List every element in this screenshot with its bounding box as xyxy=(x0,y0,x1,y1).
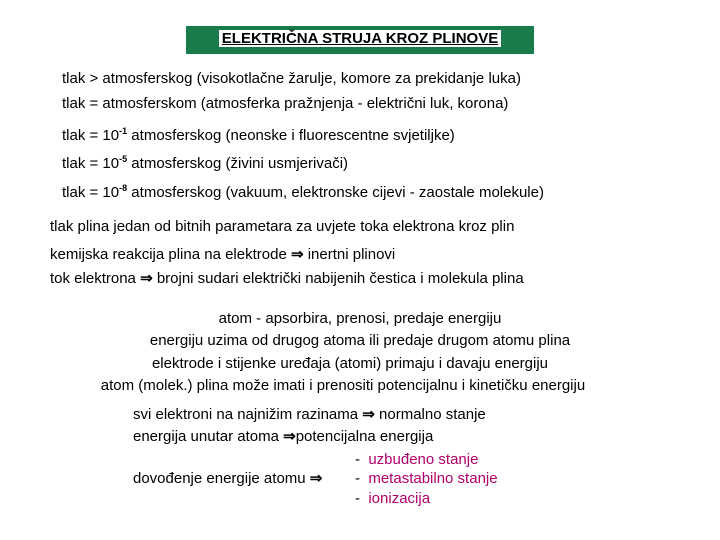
pressure-line-5 xyxy=(62,179,544,202)
option-ionization: ionizacija xyxy=(368,490,431,507)
normal-state-right: normalno stanje xyxy=(379,406,486,423)
pressure-line-3 xyxy=(62,122,455,145)
chem-left: kemijska reakcija plina na elektrode xyxy=(50,246,287,263)
pressure-line-4-prefix: tlak = 10 xyxy=(62,155,120,172)
atom-line-2: energiju uzima od drugog atoma ili predaje drugom atomu plina xyxy=(149,332,571,349)
option-dash: - xyxy=(355,451,360,468)
pressure-line-3-suffix: atmosferskog (neonske i fluorescentne svjetiljke) xyxy=(127,127,455,144)
pressure-line-3-exponent: -1 xyxy=(119,126,128,136)
page-title: ELEKTRIČNA STRUJA KROZ PLINOVE xyxy=(219,30,501,47)
chem-right: inertni plinovi xyxy=(307,246,396,263)
atom-line-1: atom - apsorbira, prenosi, predaje energiju xyxy=(218,310,502,327)
option-excited-state: uzbuđeno stanje xyxy=(368,451,479,468)
pressure-line-4 xyxy=(62,150,348,173)
option-2 xyxy=(355,470,498,488)
implies-arrow-icon: ⇒ xyxy=(290,246,304,263)
energy-supply-line xyxy=(133,470,322,488)
flow-left: tok elektrona xyxy=(50,270,136,287)
option-metastable-state: metastabilno stanje xyxy=(368,470,498,487)
normal-state-line xyxy=(133,406,486,424)
energy-supply-label: dovođenje energije atomu xyxy=(133,470,306,487)
implies-arrow-icon: ⇒ xyxy=(140,270,153,287)
potential-right: potencijalna energija xyxy=(295,428,434,445)
option-dash: - xyxy=(355,470,360,487)
implies-arrow-icon: ⇒ xyxy=(283,428,296,445)
atom-line-3: elektrode i stijenke uređaja (atomi) primaju i davaju energiju xyxy=(151,355,549,372)
pressure-line-4-exponent: -5 xyxy=(119,154,128,164)
normal-state-left: svi elektroni na najnižim razinama xyxy=(133,406,359,423)
atom-line-4: atom (molek.) plina može imati i prenositi potencijalnu i kinetičku energiju xyxy=(100,377,586,394)
parameter-line: tlak plina jedan od bitnih parametara za uvjete toka elektrona kroz plin xyxy=(50,218,515,235)
option-3 xyxy=(355,490,430,508)
pressure-line-5-prefix: tlak = 10 xyxy=(62,184,120,201)
pressure-line-5-exponent: -8 xyxy=(119,183,128,193)
implies-arrow-icon: ⇒ xyxy=(362,406,375,423)
implies-arrow-icon: ⇒ xyxy=(309,470,323,487)
potential-energy-line xyxy=(133,428,433,446)
chem-line xyxy=(50,246,395,264)
title-box xyxy=(186,26,534,54)
pressure-line-1: tlak > atmosferskog (visokotlačne žarulje, komore za prekidanje luka) xyxy=(62,70,521,87)
pressure-line-4-suffix: atmosferskog (živini usmjerivači) xyxy=(127,155,349,172)
pressure-line-2: tlak = atmosferskom (atmosferka pražnjenja - električni luk, korona) xyxy=(62,95,509,112)
pressure-line-5-suffix: atmosferskog (vakuum, elektronske cijevi - zaostale molekule) xyxy=(127,184,544,201)
flow-right: brojni sudari električki nabijenih čestica i molekula plina xyxy=(156,270,524,287)
potential-left: energija unutar atoma xyxy=(133,428,279,445)
pressure-line-3-prefix: tlak = 10 xyxy=(62,127,120,144)
option-1 xyxy=(355,451,478,469)
flow-line xyxy=(50,270,524,288)
option-dash: - xyxy=(355,490,360,507)
